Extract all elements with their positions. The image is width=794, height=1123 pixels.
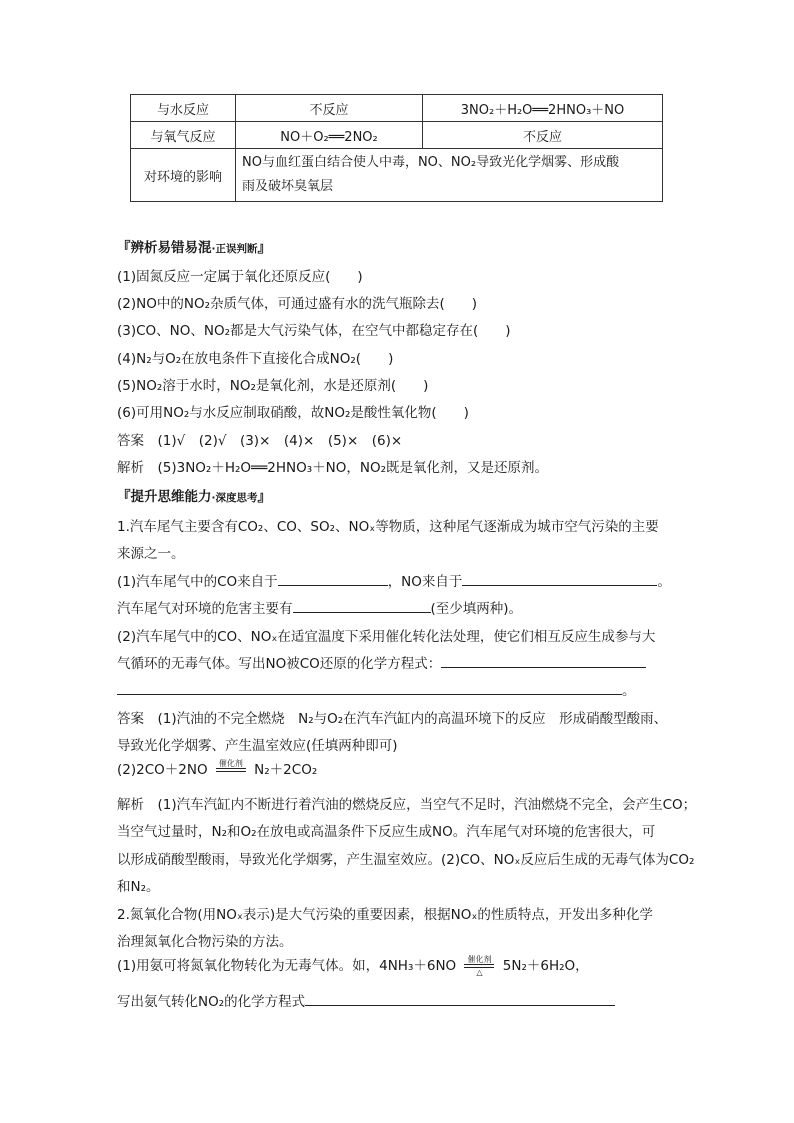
heat-symbol: △ [476, 968, 483, 977]
section-header [117, 236, 271, 256]
section-title: 提升思维能力 [130, 489, 212, 505]
analysis: 解析 (5)3NO₂＋H₂O══2HNO₃＋NO，NO₂既是氧化剂，又是还原剂。 [117, 460, 549, 476]
question-text: 来源之一。 [117, 546, 185, 562]
analysis: 当空气过量时，N₂和O₂在放电或高温条件下反应生成NO。汽车尾气对环境的危害很大，可 [117, 824, 656, 840]
prompt-text: 汽车尾气对环境的危害主要有 [117, 601, 293, 617]
question-text: 治理氮氧化合物污染的方法。 [117, 934, 293, 950]
table-row [131, 149, 663, 202]
question-text: 2.氮氧化合物(用NOₓ表示)是大气污染的重要因素，根据NOₓ的性质特点，开发出多种化学 [117, 907, 653, 923]
row-label: 对环境的影响 [131, 149, 236, 202]
question-part [117, 597, 522, 617]
equation-left: (1)用氨可将氮氧化物转化为无毒气体。如，4NH₃＋6NO [117, 958, 457, 974]
prompt-text: (至少填两种)。 [430, 601, 523, 617]
env-line: 雨及破坏臭氧层 [242, 179, 334, 194]
answer-blank [278, 571, 388, 586]
answer: 答案 (1)√ (2)√ (3)× (4)× (5)× (6)× [117, 433, 403, 449]
equation-left: (2)2CO＋2NO [117, 762, 208, 778]
no2-cell: 3NO₂＋H₂O══2HNO₃＋NO [423, 95, 663, 122]
equation-right: 5N₂＋6H₂O， [502, 958, 589, 974]
bracket-icon: 『 [117, 240, 131, 256]
list-item: (1)固氮反应一定属于氧化还原反应( ) [117, 269, 363, 285]
section-title: 辨析易错易混 [130, 240, 212, 256]
answer-blank [441, 653, 646, 668]
reaction-arrow-icon [216, 759, 246, 781]
bracket-icon: 』 [257, 240, 271, 256]
no-cell: 不反应 [236, 95, 423, 122]
question-part [117, 652, 646, 672]
answer: 导致光化学烟雾、产生温室效应(任填两种即可) [117, 738, 398, 754]
env-line: NO与血红蛋白结合使人中毒，NO、NO₂导致光化学烟雾、形成酸 [242, 155, 620, 170]
list-item: (5)NO₂溶于水时，NO₂是氧化剂，水是还原剂( ) [117, 378, 429, 394]
catalyst-label: 催化剂 [467, 955, 492, 964]
question-text: 1.汽车尾气主要含有CO₂、CO、SO₂、NOₓ等物质，这种尾气逐渐成为城市空气污染的主要 [117, 519, 659, 535]
answer-blank [462, 571, 657, 586]
bracket-icon: 』 [257, 489, 271, 505]
answer-blank [293, 598, 431, 613]
list-item: (3)CO、NO、NO₂都是大气污染气体，在空气中都稳定存在( ) [117, 323, 511, 339]
no-cell: NO＋O₂══2NO₂ [236, 122, 423, 149]
reaction-arrow-icon [464, 955, 494, 977]
question-text: (2)汽车尾气中的CO、NOₓ在适宜温度下采用催化转化法处理，使它们相互反应生成参与大 [117, 629, 656, 645]
no2-cell: 不反应 [423, 122, 663, 149]
section-header [117, 485, 271, 505]
prompt-text: 。 [622, 683, 636, 699]
question-part [117, 990, 615, 1010]
list-item: (6)可用NO₂与水反应制取硝酸，故NO₂是酸性氧化物( ) [117, 405, 469, 421]
answer: 答案 (1)汽油的不完全燃烧 N₂与O₂在汽车汽缸内的高温环境下的反应 形成硝酸型酸雨、 [117, 711, 668, 727]
section-subtitle: ·正误判断 [211, 243, 258, 255]
table-row [131, 95, 663, 122]
answer-blank [305, 991, 615, 1006]
question-part [117, 570, 671, 590]
table-row [131, 122, 663, 149]
analysis: 和N₂。 [117, 879, 160, 895]
env-impact-cell [236, 149, 663, 202]
catalyst-label: 催化剂 [218, 759, 243, 768]
prompt-text: ，NO来自于 [387, 574, 463, 590]
analysis: 解析 (1)汽车汽缸内不断进行着汽油的燃烧反应，当空气不足时，汽油燃烧不完全，会产生CO； [117, 797, 697, 813]
answer-blank [117, 680, 622, 695]
prompt-text: 。 [657, 574, 671, 590]
bracket-icon: 『 [117, 489, 131, 505]
list-item: (4)N₂与O₂在放电条件下直接化合成NO₂( ) [117, 351, 394, 367]
section-subtitle: ·深度思考 [211, 492, 258, 504]
equation [117, 758, 317, 781]
row-label: 与氧气反应 [131, 122, 236, 149]
properties-table [130, 94, 663, 202]
question-part [117, 679, 636, 699]
row-label: 与水反应 [131, 95, 236, 122]
list-item: (2)NO中的NO₂杂质气体，可通过盛有水的洗气瓶除去( ) [117, 296, 478, 312]
equation [117, 954, 589, 977]
equation-right: N₂＋2CO₂ [254, 762, 318, 778]
analysis: 以形成硝酸型酸雨，导致光化学烟雾，产生温室效应。(2)CO、NOₓ反应后生成的无毒气体为CO₂ [117, 852, 695, 868]
prompt-text: 写出氨气转化NO₂的化学方程式 [117, 994, 306, 1010]
prompt-text: 气循环的无毒气体。写出NO被CO还原的化学方程式： [117, 656, 442, 672]
prompt-text: (1)汽车尾气中的CO来自于 [117, 574, 278, 590]
